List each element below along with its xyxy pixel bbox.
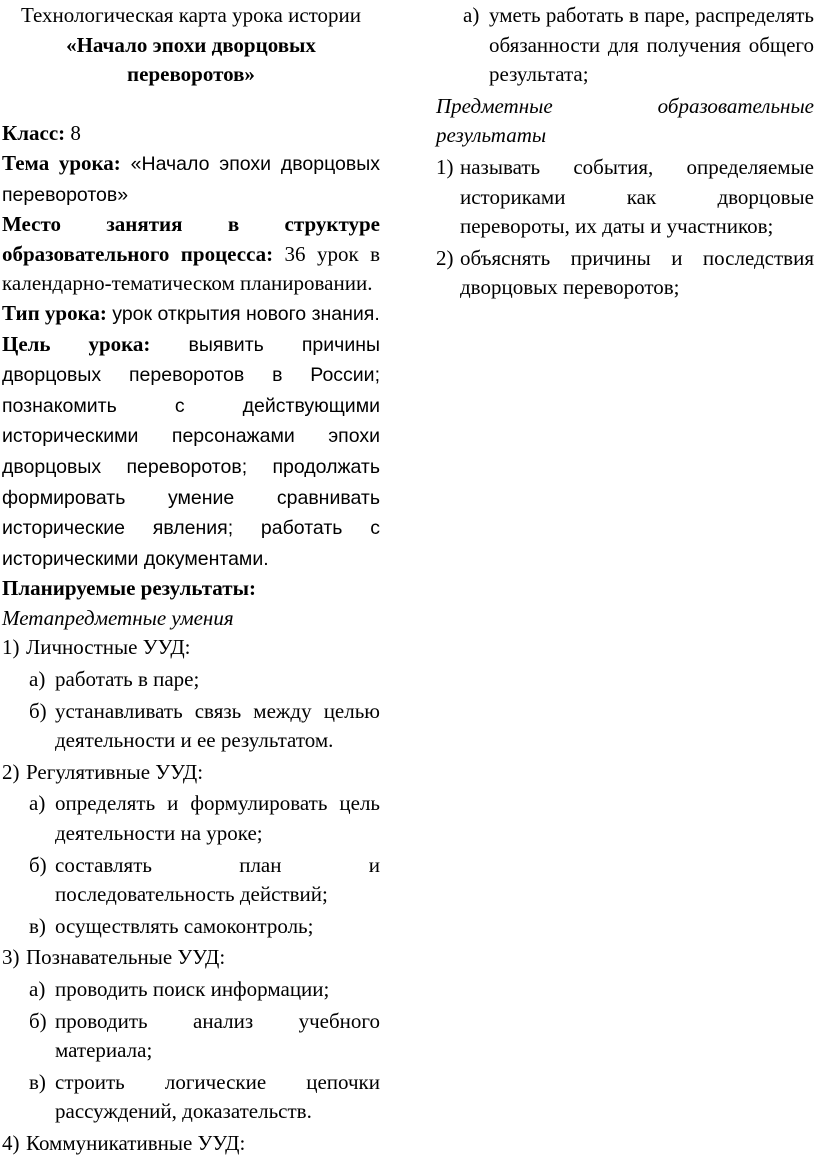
lesson-name-line-2: переворотов»: [127, 62, 255, 87]
goal-field: [2, 330, 380, 575]
right-column: [436, 1, 814, 303]
topic-value: «Начало эпохи дворцовых переворотов»: [2, 152, 380, 206]
left-column: [2, 1, 380, 1159]
type-field: [2, 299, 380, 330]
place-field: [2, 210, 380, 299]
list-item: б) проводить анализ учебного материала;: [29, 1008, 380, 1063]
group-label: Коммуникативные УУД:: [26, 1130, 246, 1155]
list-item: а) определять и формулировать цель деятельности на уроке;: [29, 791, 380, 846]
list-item: б) составлять план и последовательность действий;: [29, 852, 380, 907]
list-item: в) строить логические цепочки рассуждений, доказательств.: [29, 1069, 380, 1124]
lesson-name-line-1: «Начало эпохи дворцовых: [66, 32, 316, 57]
type-value: урок открытия нового знания.: [106, 302, 380, 325]
place-value: 36 урок в календарно-тематическом планировании.: [2, 241, 380, 296]
list-item: 1) Личностные УУД:: [2, 635, 191, 660]
list-item: а) проводить поиск информации;: [29, 977, 330, 1001]
class-field: [2, 119, 380, 149]
list-item: 2) Регулятивные УУД:: [2, 759, 204, 784]
topic-field: [2, 149, 380, 210]
meta-skills-heading: Метапредметные умения: [2, 605, 234, 630]
subject-results-heading: Предметные образовательные результаты: [436, 93, 814, 148]
list-item: 2) объяснять причины и последствия дворцовых переворотов;: [436, 245, 814, 300]
goal-value: выявить причины дворцовых переворотов в России; познакомить с действующими историческими персонажами эпохи дворцовых переворотов; продолжать формировать умение сравнивать исторические явления; работать с историческими документами.: [2, 333, 381, 570]
place-label: Место занятия в структуре образовательного процесса:: [2, 212, 380, 266]
group-label: Познавательные УУД:: [26, 945, 226, 970]
class-label: Класс:: [2, 121, 66, 146]
goal-label: Цель урока:: [2, 331, 151, 356]
group-label: Регулятивные УУД:: [26, 759, 204, 784]
group-label: Личностные УУД:: [26, 635, 191, 660]
list-item: а) работать в паре;: [29, 667, 200, 692]
type-label: Тип урока:: [2, 300, 107, 325]
spacer: [2, 90, 380, 120]
list-item: а) уметь работать в паре, распределять обязанности для получения общего результата;: [463, 3, 814, 87]
document-title: Технологическая карта урока истории: [20, 3, 362, 27]
list-item: 3) Познавательные УУД:: [2, 945, 226, 970]
list-item: 4) Коммуникативные УУД:: [2, 1130, 246, 1155]
topic-label: Тема урока:: [2, 150, 121, 175]
planned-results-heading: Планируемые результаты:: [2, 576, 256, 601]
list-item: 1) называть события, определяемые историками как дворцовые перевороты, их даты и участников;: [436, 154, 814, 239]
class-value: 8: [65, 121, 81, 146]
list-item: б) устанавливать связь между целью деятельности и ее результатом.: [29, 698, 380, 753]
list-item: в) осуществлять самоконтроль;: [29, 913, 314, 938]
